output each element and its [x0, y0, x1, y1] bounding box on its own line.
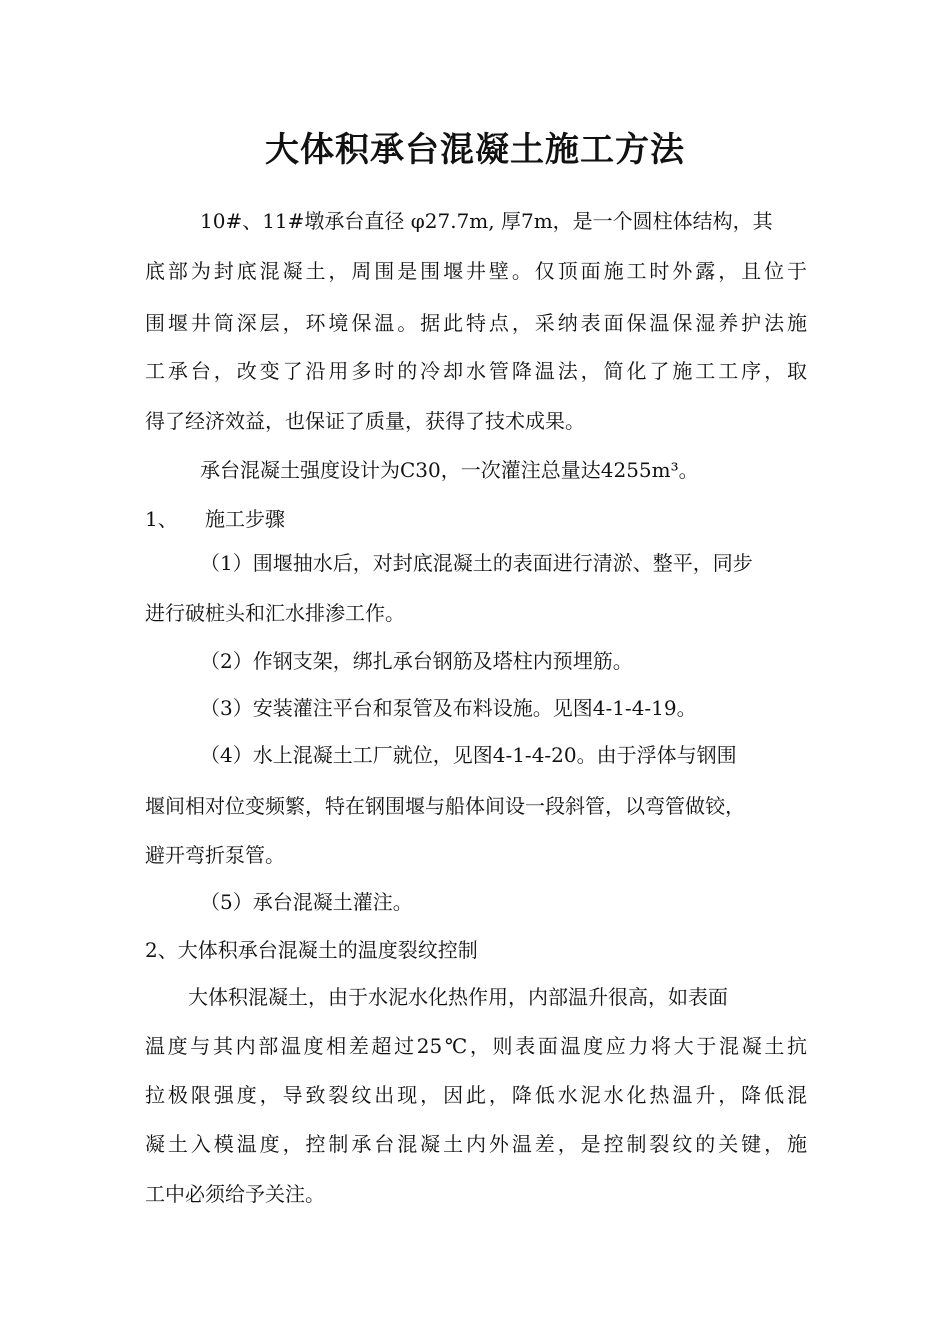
section2-line-4: 凝土入模温度，控制承台混凝土内外温差，是控制裂纹的关键，施 — [145, 1132, 807, 1156]
step4-line-2: 堰间相对位变频繁，特在钢围堰与船体间设一段斜管，以弯管做铰， — [145, 794, 745, 818]
strength-line: 承台混凝土强度设计为C30，一次灌注总量达4255m³。 — [200, 458, 699, 482]
step5-line: （5）承台混凝土灌注。 — [200, 890, 413, 914]
step2-line: （2）作钢支架，绑扎承台钢筋及塔柱内预埋筋。 — [200, 649, 633, 673]
document-title: 大体积承台混凝土施工方法 — [265, 130, 685, 170]
section2-line-1: 大体积混凝土，由于水泥水化热作用，内部温升很高，如表面 — [188, 985, 728, 1009]
intro-line-5: 得了经济效益，也保证了质量，获得了技术成果。 — [145, 409, 585, 433]
section2-line-2: 温度与其内部温度相差超过25℃，则表面温度应力将大于混凝土抗 — [145, 1034, 807, 1058]
step4-line-3: 避开弯折泵管。 — [145, 843, 285, 867]
intro-line-4: 工承台，改变了沿用多时的冷却水管降温法，简化了施工工序，取 — [145, 359, 807, 383]
intro-line-1: 10#、11#墩承台直径 φ27.7m, 厚7m，是一个圆柱体结构，其 — [200, 209, 773, 233]
section2-line-3: 拉极限强度，导致裂纹出现，因此，降低水泥水化热温升，降低混 — [145, 1083, 807, 1107]
section1-heading — [145, 505, 285, 533]
intro-line-3: 围堰井筒深层，环境保温。据此特点，采纳表面保温保湿养护法施 — [145, 311, 807, 335]
section1-number: 1、 — [145, 507, 178, 531]
step1-line-2: 进行破桩头和汇水排渗工作。 — [145, 601, 405, 625]
section2-heading: 2、大体积承台混凝土的温度裂纹控制 — [145, 938, 478, 962]
step3-line: （3）安装灌注平台和泵管及布料设施。见图4-1-4-19。 — [200, 696, 697, 720]
step4-line-1: （4）水上混凝土工厂就位，见图4-1-4-20。由于浮体与钢围 — [200, 743, 737, 767]
section2-line-5: 工中必须给予关注。 — [145, 1182, 325, 1206]
section1-title: 施工步骤 — [205, 507, 285, 531]
intro-line-2: 底部为封底混凝土，周围是围堰井壁。仅顶面施工时外露，且位于 — [145, 259, 807, 283]
step1-line-1: （1）围堰抽水后，对封底混凝土的表面进行清淤、整平，同步 — [200, 551, 753, 575]
